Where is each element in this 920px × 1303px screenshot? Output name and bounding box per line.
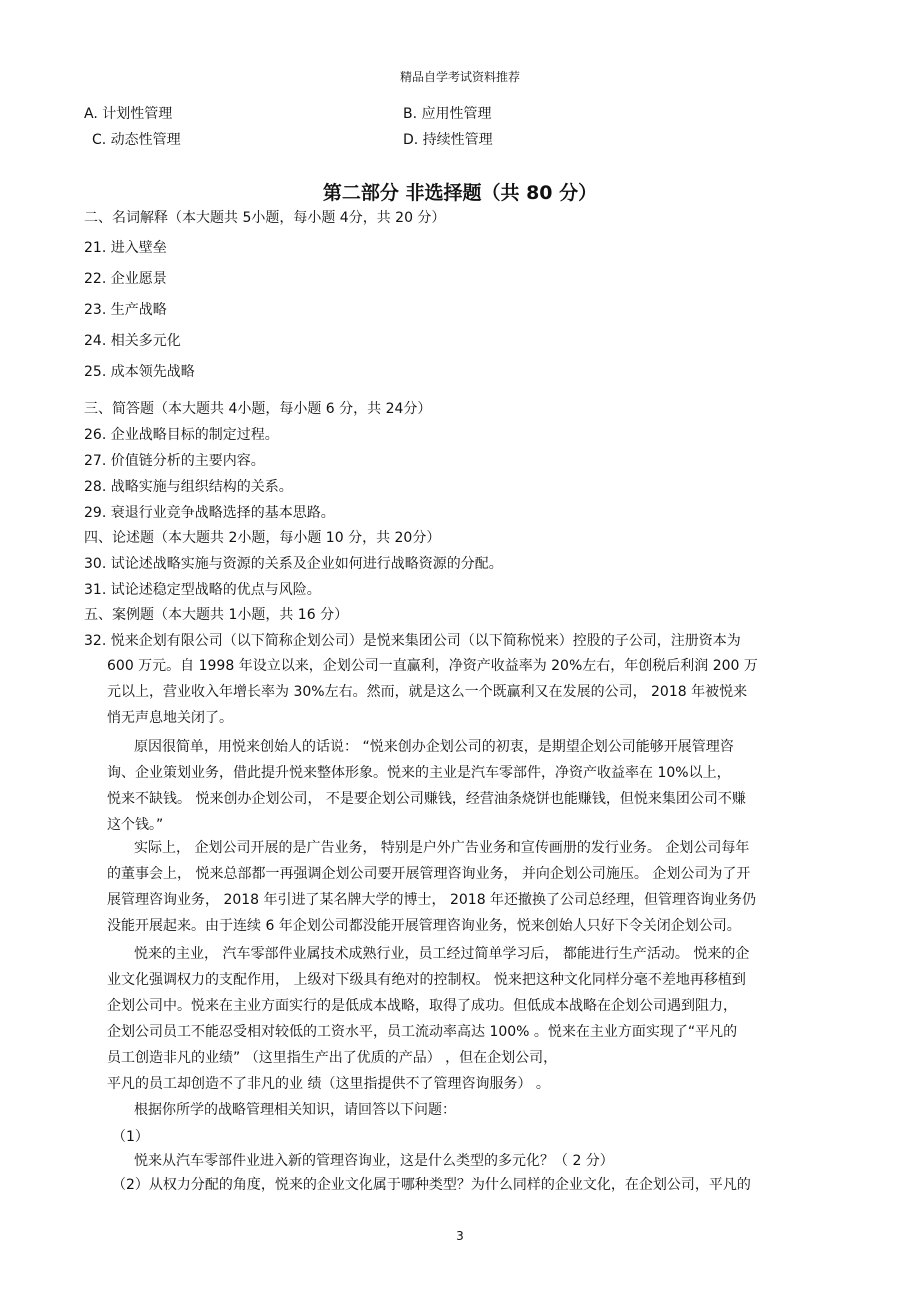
case-text-line: 企划公司中。悦来在主业方面实行的是低成本战略，取得了成功。但低成本战略在企划公司遇到阻力， — [107, 998, 737, 1014]
page-header: 精品自学考试资料推荐 — [399, 70, 520, 84]
sub-question: 悦来从汽车零部件业进入新的管理咨询业，这是什么类型的多元化？（ 2 分） — [134, 1153, 614, 1169]
case-text-line: 企划公司员工不能忍受相对较低的工资水平，员工流动率高达 100% 。悦来在主业方面实现了“平凡的 — [107, 1024, 738, 1040]
question-item: 32. 悦来企划有限公司（以下简称企划公司）是悦来集团公司（以下简称悦来）控股的子公司，注册资本为 — [84, 633, 741, 649]
section-heading: 五、案例题（本大题共 1小题，共 16 分） — [84, 607, 349, 623]
section-heading: 四、论述题（本大题共 2小题，每小题 10 分，共 20分） — [84, 530, 441, 546]
question-item: 21. 进入壁垒 — [84, 240, 167, 256]
question-item: 25. 成本领先战略 — [84, 364, 195, 380]
option-c: C. 动态性管理 — [92, 132, 181, 148]
question-item: 24. 相关多元化 — [84, 333, 181, 349]
case-text-line: 的董事会上， 悦来总部都一再强调企划公司要开展管理咨询业务， 并向企划公司施压。 企划公司为了开 — [107, 866, 751, 882]
question-item: 29. 衰退行业竞争战略选择的基本思路。 — [84, 505, 335, 521]
case-text-line: 原因很简单，用悦来创始人的话说： “悦来创办企划公司的初衷，是期望企划公司能够开展管理咨 — [134, 739, 734, 755]
case-text-line: 悦来的主业， 汽车零部件业属技术成熟行业，员工经过简单学习后， 都能进行生产活动。 悦来的企 — [134, 946, 750, 962]
case-text-line: 业文化强调权力的支配作用， 上级对下级具有绝对的控制权。 悦来把这种文化同样分毫不差地再移植到 — [107, 972, 746, 988]
question-item: 23. 生产战略 — [84, 302, 167, 318]
case-text-line: 实际上， 企划公司开展的是广告业务， 特别是户外广告业务和宣传画册的发行业务。 企划公司每年 — [134, 840, 750, 856]
case-text-line: 平凡的员工却创造不了非凡的业 绩（这里指提供不了管理咨询服务） 。 — [107, 1076, 550, 1092]
case-text-line: 这个钱。” — [107, 817, 164, 833]
page-number: 3 — [456, 1229, 464, 1243]
section-heading: 三、简答题（本大题共 4小题，每小题 6 分，共 24分） — [84, 401, 432, 417]
case-text-line: 展管理咨询业务， 2018 年引进了某名牌大学的博士， 2018 年还撤换了公司总经理，但管理咨询业务仍 — [107, 892, 757, 908]
case-text-line: 根据你所学的战略管理相关知识，请回答以下问题： — [134, 1102, 456, 1118]
option-d: D. 持续性管理 — [403, 132, 493, 148]
option-a: A. 计划性管理 — [84, 106, 173, 122]
case-text-line: 员工创造非凡的业绩” （这里指生产出了优质的产品） ，但在企划公司， — [107, 1050, 558, 1066]
sub-question: （2）从权力分配的角度，悦来的企业文化属于哪种类型？为什么同样的企业文化，在企划公司，平凡的 — [112, 1177, 751, 1193]
question-item: 31. 试论述稳定型战略的优点与风险。 — [84, 582, 321, 598]
case-text-line: 悦来不缺钱。 悦来创办企划公司， 不是要企划公司赚钱，经营油条烧饼也能赚钱，但悦来集团公司不赚 — [107, 791, 746, 807]
question-item: 26. 企业战略目标的制定过程。 — [84, 427, 279, 443]
section-heading: 二、名词解释（本大题共 5小题，每小题 4分，共 20 分） — [84, 210, 446, 226]
option-b: B. 应用性管理 — [403, 106, 492, 122]
case-text-line: 没能开展起来。由于连续 6 年企划公司都没能开展管理咨询业务，悦来创始人只好下令关闭企划公司。 — [107, 918, 741, 934]
question-item: 28. 战略实施与组织结构的关系。 — [84, 479, 293, 495]
question-item: 27. 价值链分析的主要内容。 — [84, 453, 265, 469]
case-text-line: 元以上，营业收入年增长率为 30%左右。然而，就是这么一个既赢利又在发展的公司， 2018 年被悦来 — [107, 684, 748, 700]
question-item: 22. 企业愿景 — [84, 271, 167, 287]
case-text-line: 悄无声息地关闭了。 — [107, 710, 233, 726]
question-item: 30. 试论述战略实施与资源的关系及企业如何进行战略资源的分配。 — [84, 556, 503, 572]
case-text-line: 询、企业策划业务，借此提升悦来整体形象。悦来的主业是汽车零部件，净资产收益率在 10%以上， — [107, 765, 731, 781]
sub-question-number: （1） — [112, 1129, 149, 1145]
part-title: 第二部分 非选择题（共 80 分） — [322, 182, 598, 204]
case-text-line: 600 万元。自 1998 年设立以来，企划公司一直赢利，净资产收益率为 20%左右，年创税后利润 200 万 — [107, 658, 758, 674]
